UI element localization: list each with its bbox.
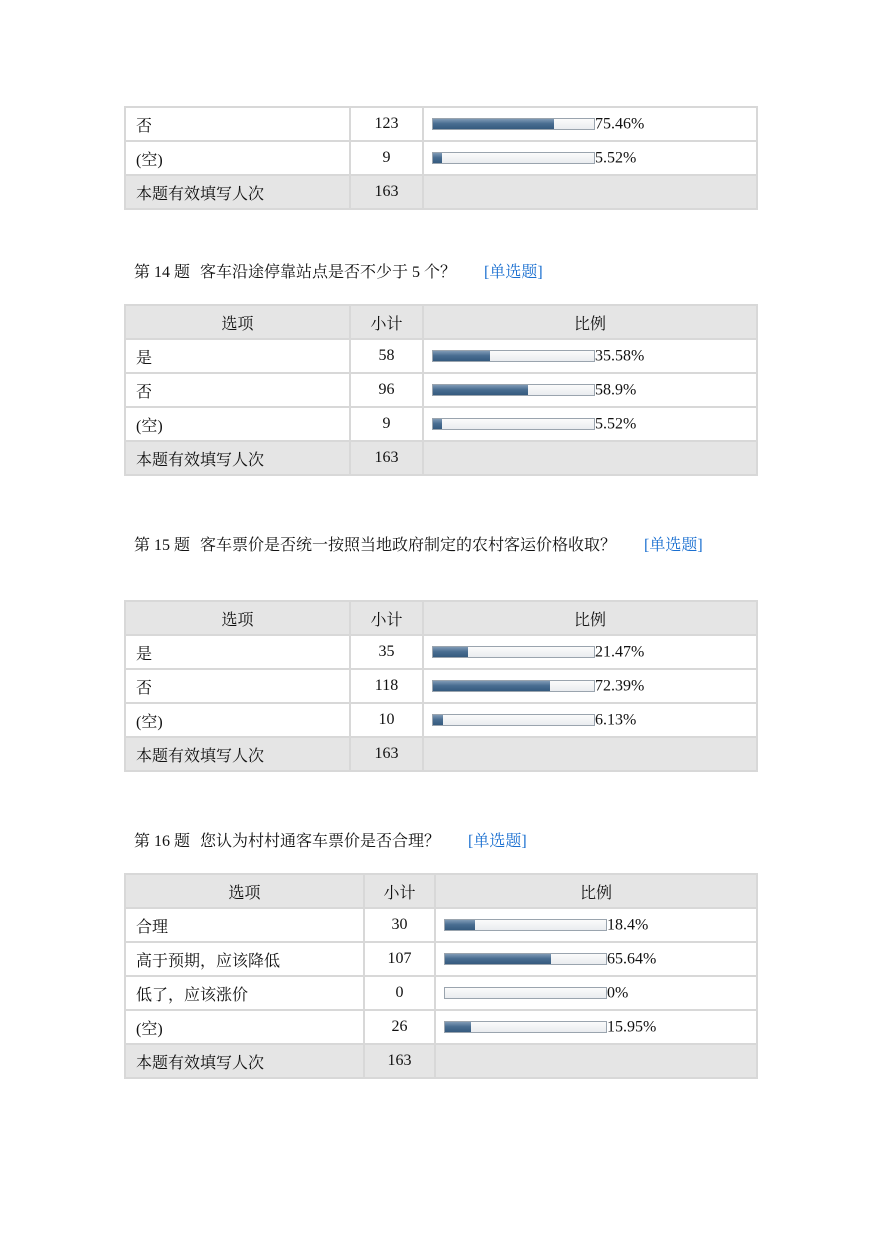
percent-value: 58.9% — [595, 381, 637, 399]
table-header-row — [125, 305, 757, 339]
percent-value: 35.58% — [595, 347, 645, 365]
progress-bar — [432, 714, 595, 726]
progress-fill — [433, 647, 468, 657]
option-count: 107 — [364, 942, 435, 976]
progress-fill — [433, 715, 443, 725]
table-row — [125, 635, 757, 669]
table-header-row — [125, 601, 757, 635]
question-title — [134, 534, 744, 557]
option-count: 35 — [350, 635, 423, 669]
total-label: 本题有效填写人次 — [125, 441, 350, 475]
total-row — [125, 441, 757, 475]
option-count: 0 — [364, 976, 435, 1010]
header-option: 选项 — [125, 874, 364, 908]
option-label: 是 — [125, 339, 350, 373]
percent-value: 18.4% — [607, 916, 649, 934]
question-text: 客车沿途停靠站点是否不少于 5 个？ — [200, 264, 457, 281]
progress-bar — [432, 680, 595, 692]
progress-fill — [445, 1022, 471, 1032]
total-empty-cell — [423, 737, 757, 771]
header-ratio: 比例 — [423, 601, 757, 635]
progress-fill — [433, 153, 442, 163]
progress-bar — [432, 118, 595, 130]
header-count: 小计 — [350, 601, 423, 635]
total-label: 本题有效填写人次 — [125, 175, 350, 209]
header-option: 选项 — [125, 305, 350, 339]
table-row — [125, 339, 757, 373]
option-count: 9 — [350, 141, 423, 175]
percent-value: 15.95% — [607, 1018, 657, 1036]
progress-bar — [444, 953, 607, 965]
option-label: 低了，应该涨价 — [125, 976, 364, 1010]
progress-fill — [433, 681, 550, 691]
total-count: 163 — [350, 737, 423, 771]
ratio-cell — [423, 703, 757, 737]
progress-fill — [433, 419, 442, 429]
ratio-cell — [423, 669, 757, 703]
table-row — [125, 373, 757, 407]
ratio-cell — [435, 1010, 757, 1044]
option-count: 26 — [364, 1010, 435, 1044]
total-empty-cell — [435, 1044, 757, 1078]
progress-fill — [433, 385, 528, 395]
q16-results-table — [124, 873, 758, 1079]
option-count: 10 — [350, 703, 423, 737]
option-label: 否 — [125, 107, 350, 141]
question-text: 客车票价是否统一按照当地政府制定的农村客运价格收取？ — [200, 537, 617, 554]
total-empty-cell — [423, 175, 757, 209]
progress-bar — [432, 646, 595, 658]
question-number: 第 14 题 — [134, 264, 191, 281]
ratio-cell — [435, 942, 757, 976]
option-label: (空) — [125, 141, 350, 175]
progress-fill — [445, 920, 475, 930]
ratio-cell — [423, 373, 757, 407]
ratio-cell — [435, 976, 757, 1010]
table-row — [125, 107, 757, 141]
progress-bar — [432, 384, 595, 396]
progress-bar — [444, 987, 607, 999]
question-number: 第 15 题 — [134, 537, 191, 554]
table-row — [125, 703, 757, 737]
option-label: 否 — [125, 373, 350, 407]
total-count: 163 — [364, 1044, 435, 1078]
percent-value: 21.47% — [595, 643, 645, 661]
progress-fill — [433, 119, 554, 129]
table-header-row — [125, 874, 757, 908]
progress-bar — [432, 418, 595, 430]
progress-bar — [432, 152, 595, 164]
q15-results-table — [124, 600, 758, 772]
total-row — [125, 175, 757, 209]
option-label: 是 — [125, 635, 350, 669]
option-label: 否 — [125, 669, 350, 703]
option-label: 高于预期，应该降低 — [125, 942, 364, 976]
option-label: (空) — [125, 407, 350, 441]
ratio-cell — [423, 107, 757, 141]
total-row — [125, 1044, 757, 1078]
option-count: 123 — [350, 107, 423, 141]
header-count: 小计 — [364, 874, 435, 908]
percent-value: 6.13% — [595, 711, 637, 729]
progress-fill — [433, 351, 490, 361]
percent-value: 0% — [607, 984, 629, 1002]
total-row — [125, 737, 757, 771]
percent-value: 75.46% — [595, 115, 645, 133]
table-row — [125, 1010, 757, 1044]
option-count: 118 — [350, 669, 423, 703]
option-count: 58 — [350, 339, 423, 373]
table-row — [125, 942, 757, 976]
total-label: 本题有效填写人次 — [125, 1044, 364, 1078]
ratio-cell — [423, 635, 757, 669]
option-count: 30 — [364, 908, 435, 942]
option-label: 合理 — [125, 908, 364, 942]
percent-value: 72.39% — [595, 677, 645, 695]
option-count: 9 — [350, 407, 423, 441]
percent-value: 5.52% — [595, 415, 637, 433]
total-label: 本题有效填写人次 — [125, 737, 350, 771]
percent-value: 5.52% — [595, 149, 637, 167]
option-label: (空) — [125, 1010, 364, 1044]
header-count: 小计 — [350, 305, 423, 339]
header-ratio: 比例 — [423, 305, 757, 339]
question-number: 第 16 题 — [134, 833, 191, 850]
question-type-link[interactable]: [单选题] — [468, 833, 527, 850]
total-empty-cell — [423, 441, 757, 475]
header-option: 选项 — [125, 601, 350, 635]
total-count: 163 — [350, 441, 423, 475]
progress-bar — [432, 350, 595, 362]
table-row — [125, 976, 757, 1010]
table-row — [125, 908, 757, 942]
question-title — [134, 261, 744, 284]
ratio-cell — [435, 908, 757, 942]
question-title — [134, 830, 744, 853]
table-row — [125, 669, 757, 703]
q14-results-table — [124, 304, 758, 476]
question-type-link[interactable]: [单选题] — [484, 264, 543, 281]
option-label: (空) — [125, 703, 350, 737]
progress-bar — [444, 1021, 607, 1033]
question-type-link[interactable]: [单选题] — [644, 537, 703, 554]
total-count: 163 — [350, 175, 423, 209]
percent-value: 65.64% — [607, 950, 657, 968]
ratio-cell — [423, 141, 757, 175]
progress-bar — [444, 919, 607, 931]
table-row — [125, 407, 757, 441]
table-row — [125, 141, 757, 175]
progress-fill — [445, 954, 551, 964]
ratio-cell — [423, 407, 757, 441]
question-text: 您认为村村通客车票价是否合理？ — [200, 833, 441, 850]
ratio-cell — [423, 339, 757, 373]
option-count: 96 — [350, 373, 423, 407]
q13-results-table — [124, 106, 758, 210]
header-ratio: 比例 — [435, 874, 757, 908]
